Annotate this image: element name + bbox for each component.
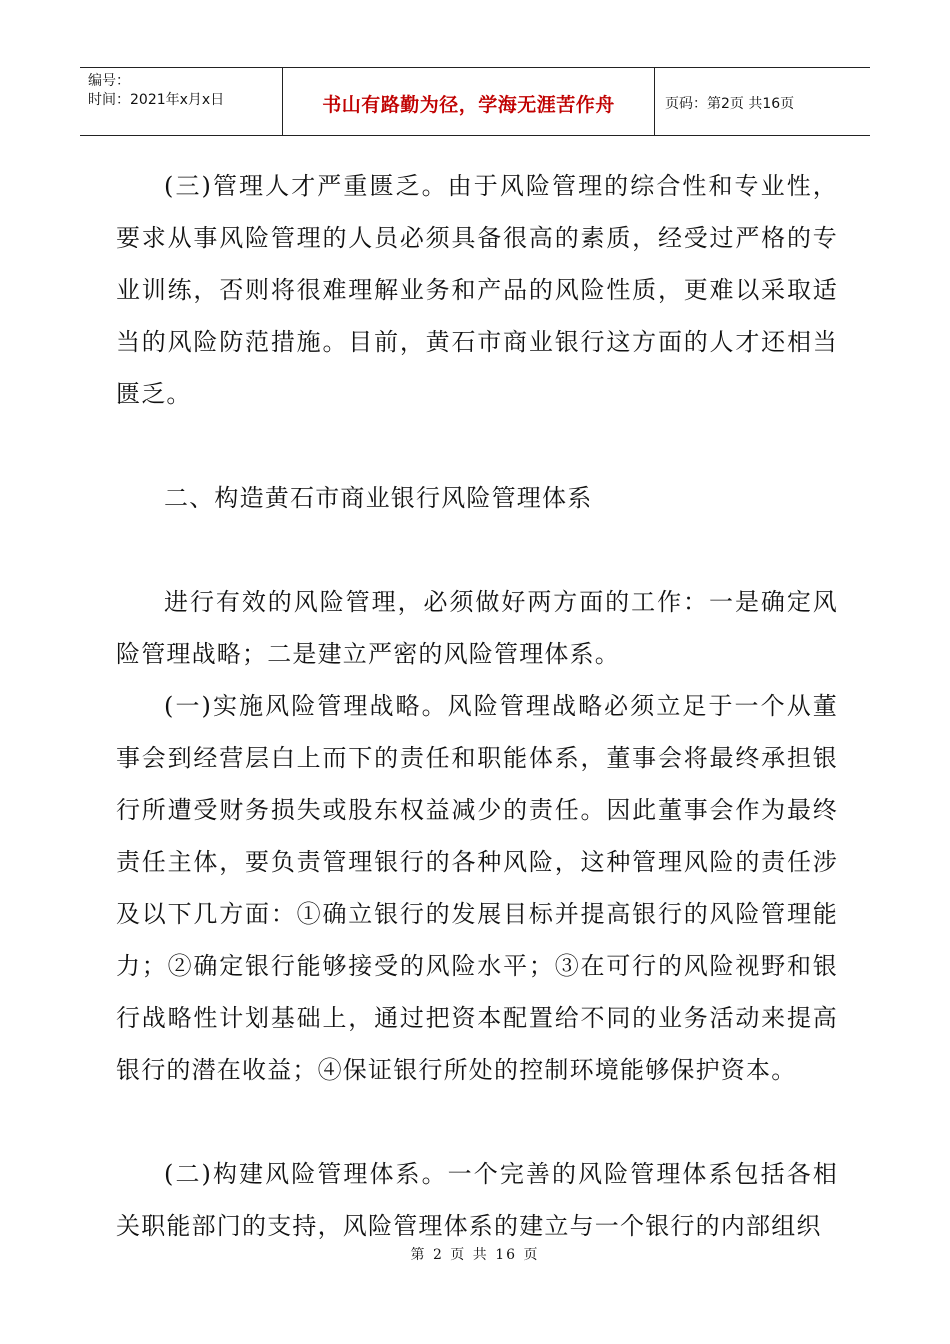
- header-meta-cell: [80, 68, 283, 135]
- paragraph-spacer: [116, 420, 838, 472]
- footer-page-number: 第 2 页 共 16 页: [410, 1247, 540, 1263]
- paragraph-intro: 进行有效的风险管理，必须做好两方面的工作：一是确定风险管理战略；二是建立严密的风险管理体系。: [116, 588, 838, 668]
- header-page-number: 页码：第2页 共16页: [665, 95, 795, 112]
- paragraph-system: (二)构建风险管理体系。一个完善的风险管理体系包括各相关职能部门的支持，风险管理体系的建立与一个银行的内部组织: [116, 1160, 838, 1240]
- document-time-label: 时间：2021年x月x日: [88, 92, 225, 108]
- page-footer: [0, 1244, 950, 1264]
- paragraph-strategy: (一)实施风险管理战略。风险管理战略必须立足于一个从董事会到经营层白上而下的责任和职能体系，董事会将最终承担银行所遭受财务损失或股东权益减少的责任。因此董事会作为最终责任主体，要负责管理银行的各种风险，这种管理风险的责任涉及以下几方面：①确立银行的发展目标并提高银行的风险管理能力；②确定银行能够接受的风险水平；③在可行的风险视野和银行战略性计划基础上，通过把资本配置给不同的业务活动来提高银行的潜在收益；④保证银行所处的控制环境能够保护资本。: [116, 692, 838, 1084]
- header-motto-cell: [283, 68, 655, 135]
- document-number-label: 编号：: [88, 73, 130, 89]
- header-motto: 书山有路勤为径，学海无涯苦作舟: [322, 94, 615, 116]
- section-heading: 二、构造黄石市商业银行风险管理体系: [164, 484, 593, 512]
- paragraph-spacer: [116, 1096, 838, 1148]
- paragraph-spacer: [116, 524, 838, 576]
- paragraph-talent-shortage: (三)管理人才严重匮乏。由于风险管理的综合性和专业性，要求从事风险管理的人员必须具备很高的素质，经受过严格的专业训练，否则将很难理解业务和产品的风险性质，更难以采取适当的风险防范措施。目前，黄石市商业银行这方面的人才还相当匮乏。: [116, 172, 838, 408]
- page-header: [80, 67, 870, 136]
- document-body: [116, 160, 838, 1252]
- header-page-cell: [655, 68, 870, 135]
